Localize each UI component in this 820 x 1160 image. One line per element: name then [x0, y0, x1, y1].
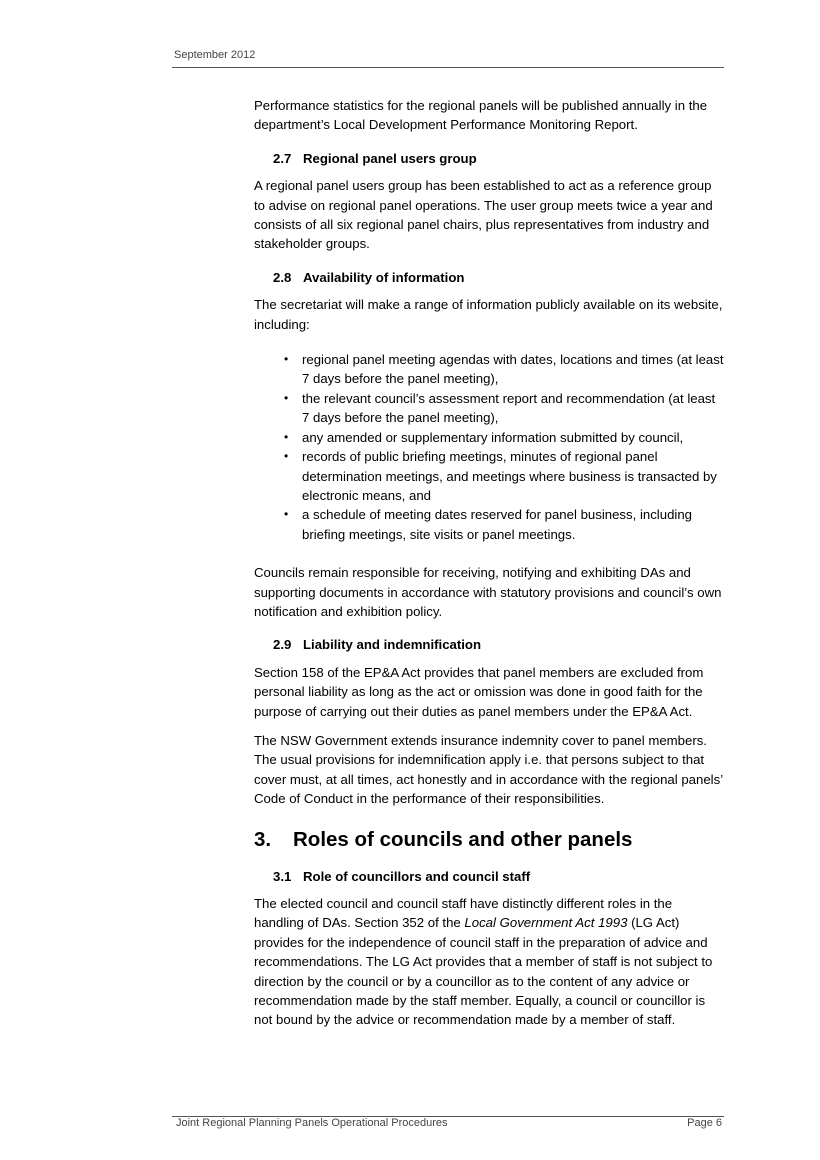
bullet-icon: •: [284, 429, 289, 444]
list-item: [284, 505, 724, 544]
paragraph: Section 158 of the EP&A Act provides that panel members are excluded from personal liability as long as the act or omission was done in good faith for the purpose of carrying out their duties as panel members under the EP&A Act.: [254, 664, 704, 719]
paragraph-text: (LG Act) provides for the independence of council staff in the preparation of advice and recommendations. The LG Act provides that a member of staff is not subject to direction by the council or by a councillor as to the content of any advice or recommendation made by the staff member. Equally, a council or councillor is not bound by the advice or recommendation made by a member of staff.: [254, 915, 713, 1028]
paragraph: Councils remain responsible for receiving, notifying and exhibiting DAs and supporting documents in accordance with statutory provisions and council’s own notification and exhibition policy.: [254, 565, 722, 619]
section-heading-2-9: [273, 635, 724, 654]
intro-paragraph: Performance statistics for the regional panels will be published annually in the department’s Local Development Performance Monitoring Report.: [254, 98, 708, 133]
paragraph: A regional panel users group has been established to act as a reference group to advise on regional panel operations. The user group meets twice a year and consists of all six regional panel chairs, plus representatives from industry and stakeholder groups.: [254, 178, 713, 252]
bullet-icon: •: [284, 449, 289, 464]
footer-document-title: Joint Regional Planning Panels Operational Procedures: [176, 1117, 448, 1129]
section-heading-2-8: [273, 268, 724, 287]
paragraph: The secretariat will make a range of information publicly available on its website, including:: [254, 297, 723, 332]
section-number: 2.9: [273, 637, 292, 653]
list-item-text: any amended or supplementary information submitted by council,: [302, 429, 684, 445]
section-title: Liability and indemnification: [303, 637, 482, 653]
paragraph: The NSW Government extends insurance indemnity cover to panel members. The usual provisions for indemnification apply i.e. that persons subject to that cover must, at all times, act honestly and in accordance with the regional panels’ Code of Conduct in the performance of their responsibilities.: [254, 732, 723, 807]
bullet-icon: •: [284, 507, 289, 522]
bullet-icon: •: [284, 352, 289, 367]
list-item-text: the relevant council’s assessment report and recommendation (at least 7 days before the panel meeting),: [302, 390, 716, 426]
page-number: Page 6: [687, 1117, 722, 1129]
list-item-text: a schedule of meeting dates reserved for panel business, including briefing meetings, site visits or panel meetings.: [302, 507, 693, 542]
section-heading-2-7: [273, 149, 724, 168]
chapter-title: Roles of councils and other panels: [293, 827, 633, 851]
chapter-heading-3: [254, 827, 724, 853]
paragraph: [254, 894, 724, 1030]
section-title: Availability of information: [303, 269, 465, 285]
list-item: [284, 350, 724, 389]
bullet-icon: •: [284, 390, 289, 405]
section-number: 2.8: [273, 269, 292, 285]
paragraph-text: The elected council and council staff have distinctly different roles in the handling of DAs. Section 352 of the: [254, 896, 673, 931]
list-item: [284, 389, 724, 428]
header-date: September 2012: [174, 49, 256, 61]
section-title: Regional panel users group: [303, 150, 477, 166]
information-list: [254, 350, 724, 544]
list-item-text: records of public briefing meetings, minutes of regional panel determination meetings, and meetings where business is transacted by electronic means, and: [302, 449, 717, 503]
header-rule: [172, 67, 724, 68]
act-title: Local Government Act 1993: [464, 915, 628, 931]
section-number: 3.1: [273, 868, 292, 884]
section-number: 2.7: [273, 150, 292, 166]
page-body: [254, 96, 724, 1040]
list-item: [284, 447, 724, 505]
section-title: Role of councillors and council staff: [303, 868, 531, 884]
list-item: [284, 428, 724, 447]
list-item-text: regional panel meeting agendas with dates, locations and times (at least 7 days before the panel meeting),: [302, 352, 724, 387]
section-heading-3-1: [273, 867, 724, 886]
chapter-number: 3.: [254, 827, 272, 851]
